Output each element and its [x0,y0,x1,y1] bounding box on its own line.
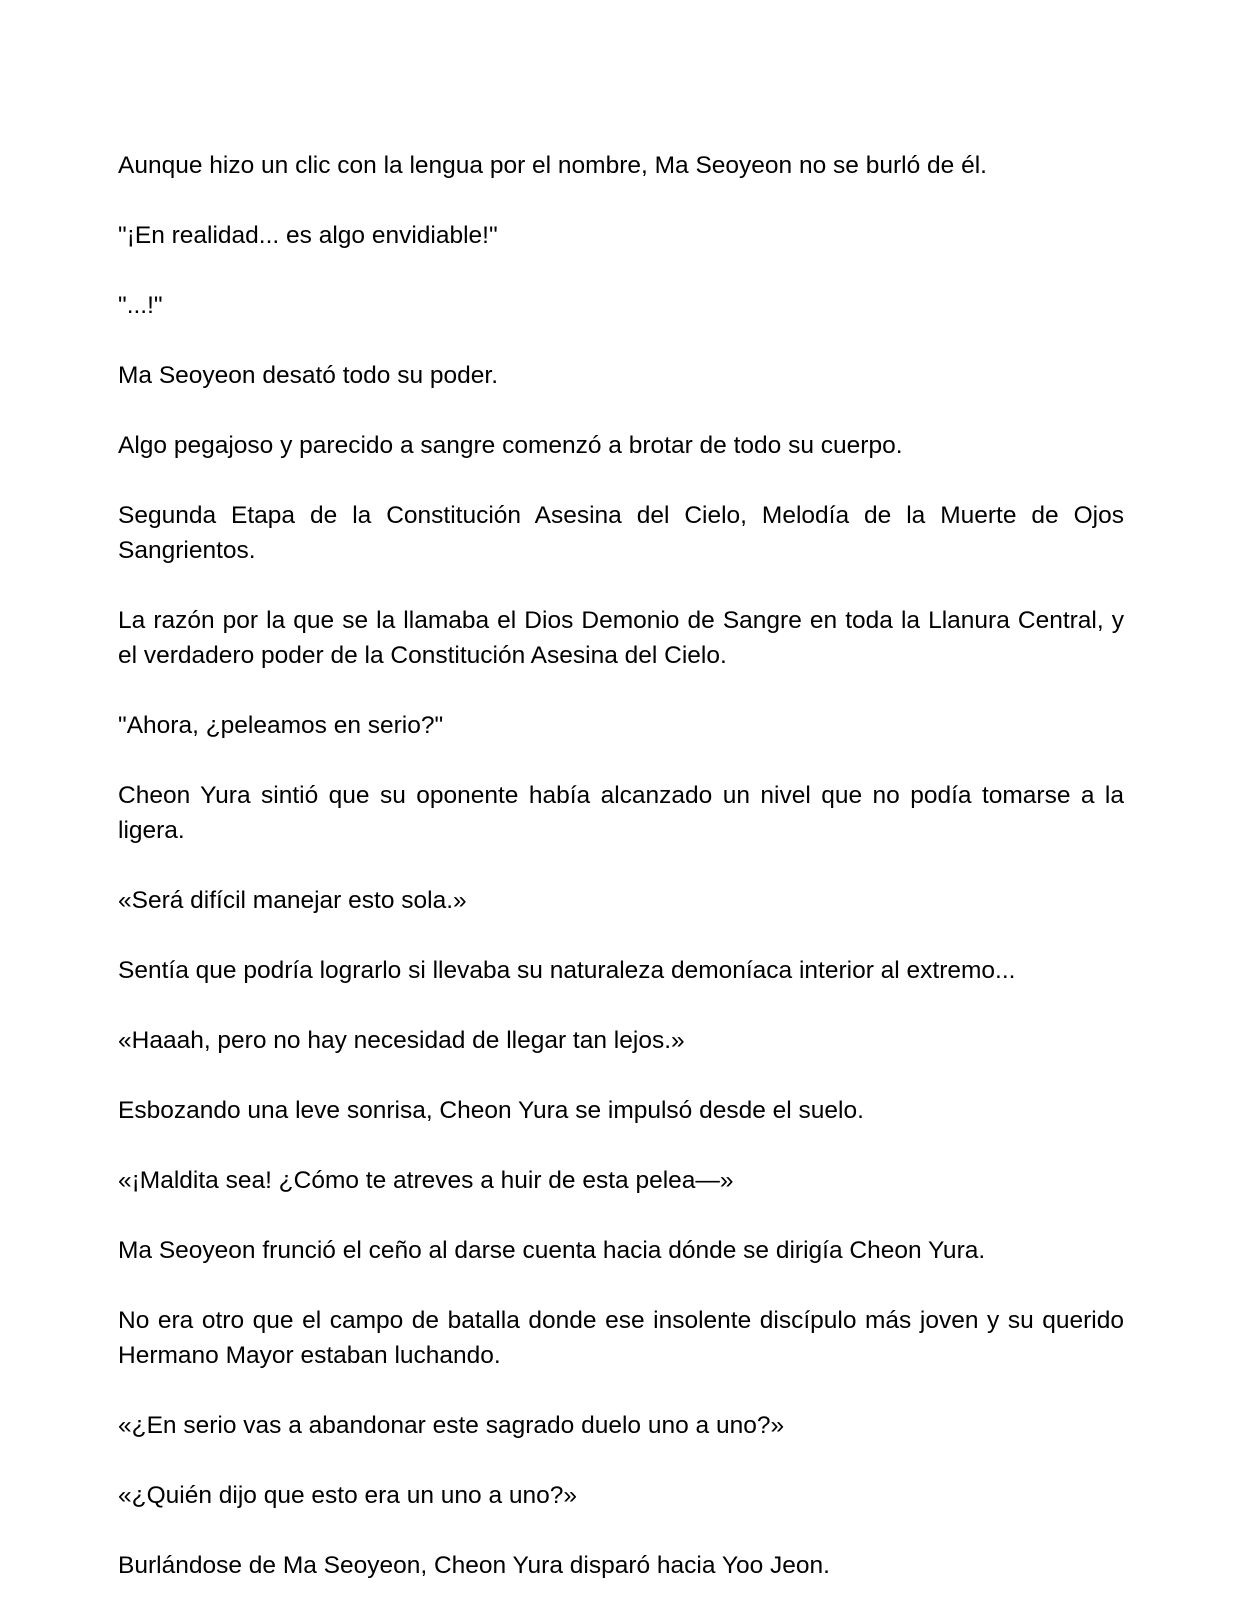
paragraph: Esbozando una leve sonrisa, Cheon Yura se impulsó desde el suelo. [118,1097,864,1124]
paragraph: «Será difícil manejar esto sola.» [118,887,467,914]
paragraph: Aunque hizo un clic con la lengua por el nombre, Ma Seoyeon no se burló de él. [118,152,987,179]
paragraph: «¿Quién dijo que esto era un uno a uno?» [118,1482,578,1509]
paragraph: «¡Maldita sea! ¿Cómo te atreves a huir de esta pelea—» [118,1167,734,1194]
paragraph: La razón por la que se la llamaba el Dios Demonio de Sangre en toda la Llanura Central, y el verdadero poder de la Constitución Asesina del Cielo. [118,607,1124,669]
paragraph: «Haaah, pero no hay necesidad de llegar tan lejos.» [118,1027,685,1054]
paragraph: Algo pegajoso y parecido a sangre comenzó a brotar de todo su cuerpo. [118,432,903,459]
paragraph: Burlándose de Ma Seoyeon, Cheon Yura disparó hacia Yoo Jeon. [118,1552,830,1579]
document-body [118,148,1124,1618]
paragraph: Cheon Yura sintió que su oponente había alcanzado un nivel que no podía tomarse a la ligera. [118,782,1124,844]
paragraph: Sentía que podría lograrlo si llevaba su naturaleza demoníaca interior al extremo... [118,957,1016,984]
paragraph: "¡En realidad... es algo envidiable!" [118,222,498,249]
paragraph: Ma Seoyeon desató todo su poder. [118,362,499,389]
paragraph: Ma Seoyeon frunció el ceño al darse cuenta hacia dónde se dirigía Cheon Yura. [118,1237,986,1264]
paragraph: Segunda Etapa de la Constitución Asesina del Cielo, Melodía de la Muerte de Ojos Sangrientos. [118,502,1124,564]
paragraph: "Ahora, ¿peleamos en serio?" [118,712,444,739]
paragraph: No era otro que el campo de batalla donde ese insolente discípulo más joven y su querido Hermano Mayor estaban luchando. [118,1307,1124,1369]
paragraph: "...!" [118,292,163,319]
paragraph: «¿En serio vas a abandonar este sagrado duelo uno a uno?» [118,1412,785,1439]
